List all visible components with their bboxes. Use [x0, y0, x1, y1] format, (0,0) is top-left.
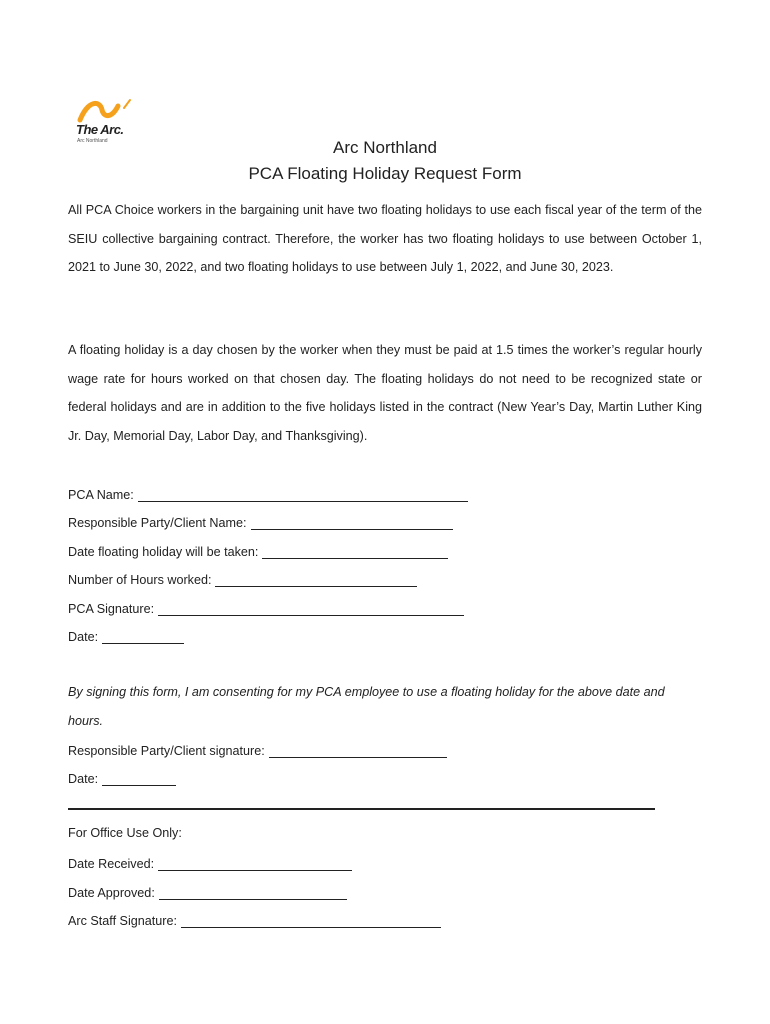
- date-taken-label: Date floating holiday will be taken:: [68, 545, 259, 559]
- consent-date-line[interactable]: [102, 771, 176, 786]
- date-line[interactable]: [102, 629, 184, 644]
- pca-name-label: PCA Name:: [68, 488, 134, 502]
- section-divider: [68, 808, 655, 810]
- page-title: Arc Northland: [333, 138, 437, 157]
- date-field[interactable]: [68, 624, 184, 644]
- date-approved-line[interactable]: [159, 885, 347, 900]
- date-received-label: Date Received:: [68, 857, 155, 871]
- pca-signature-field[interactable]: [68, 596, 464, 616]
- staff-signature-field[interactable]: [68, 908, 441, 928]
- client-signature-field[interactable]: [68, 738, 447, 758]
- hours-line[interactable]: [215, 572, 417, 587]
- intro-paragraph: All PCA Choice workers in the bargaining unit have two floating holidays to use each fiscal year of the term of the SEIU collective bargaining contract. Therefore, the worker has two floating holidays to use between October 1, 2021 to June 30, 2022, and two floating holidays to use between July 1, 2022, and June 30, 2023.: [68, 203, 702, 274]
- hours-label: Number of Hours worked:: [68, 573, 212, 587]
- form-title: PCA Floating Holiday Request Form: [248, 164, 522, 183]
- client-signature-label: Responsible Party/Client signature:: [68, 744, 265, 758]
- date-received-field[interactable]: [68, 851, 352, 871]
- pca-signature-line[interactable]: [158, 601, 464, 616]
- staff-signature-label: Arc Staff Signature:: [68, 914, 177, 928]
- consent-statement: By signing this form, I am consenting for my PCA employee to use a floating holiday for the above date and hours.: [68, 685, 665, 728]
- consent-date-field[interactable]: [68, 766, 176, 786]
- consent-date-label: Date:: [68, 772, 99, 786]
- responsible-party-field[interactable]: [68, 510, 453, 530]
- date-label: Date:: [68, 630, 99, 644]
- pca-name-field[interactable]: [68, 482, 468, 502]
- date-received-line[interactable]: [158, 856, 352, 871]
- office-use-heading: For Office Use Only:: [68, 826, 182, 840]
- responsible-party-label: Responsible Party/Client Name:: [68, 516, 247, 530]
- hours-field[interactable]: [68, 567, 417, 587]
- staff-signature-line[interactable]: [181, 913, 441, 928]
- definition-paragraph: A floating holiday is a day chosen by the worker when they must be paid at 1.5 times the worker’s regular hourly wage rate for hours worked on that chosen day. The floating holidays do not need to be recognized state or federal holidays and are in addition to the five holidays listed in the contract (New Year’s Day, Martin Luther King Jr. Day, Memorial Day, Labor Day, and Thanksgiving).: [68, 343, 702, 443]
- client-signature-line[interactable]: [269, 743, 447, 758]
- date-taken-line[interactable]: [262, 544, 448, 559]
- responsible-party-line[interactable]: [251, 515, 453, 530]
- date-approved-label: Date Approved:: [68, 886, 155, 900]
- logo-subtitle: Arc Northland: [77, 138, 108, 144]
- date-taken-field[interactable]: [68, 539, 448, 559]
- date-approved-field[interactable]: [68, 880, 347, 900]
- pca-signature-label: PCA Signature:: [68, 602, 155, 616]
- pca-name-line[interactable]: [138, 487, 468, 502]
- logo-name: The Arc.: [76, 122, 124, 137]
